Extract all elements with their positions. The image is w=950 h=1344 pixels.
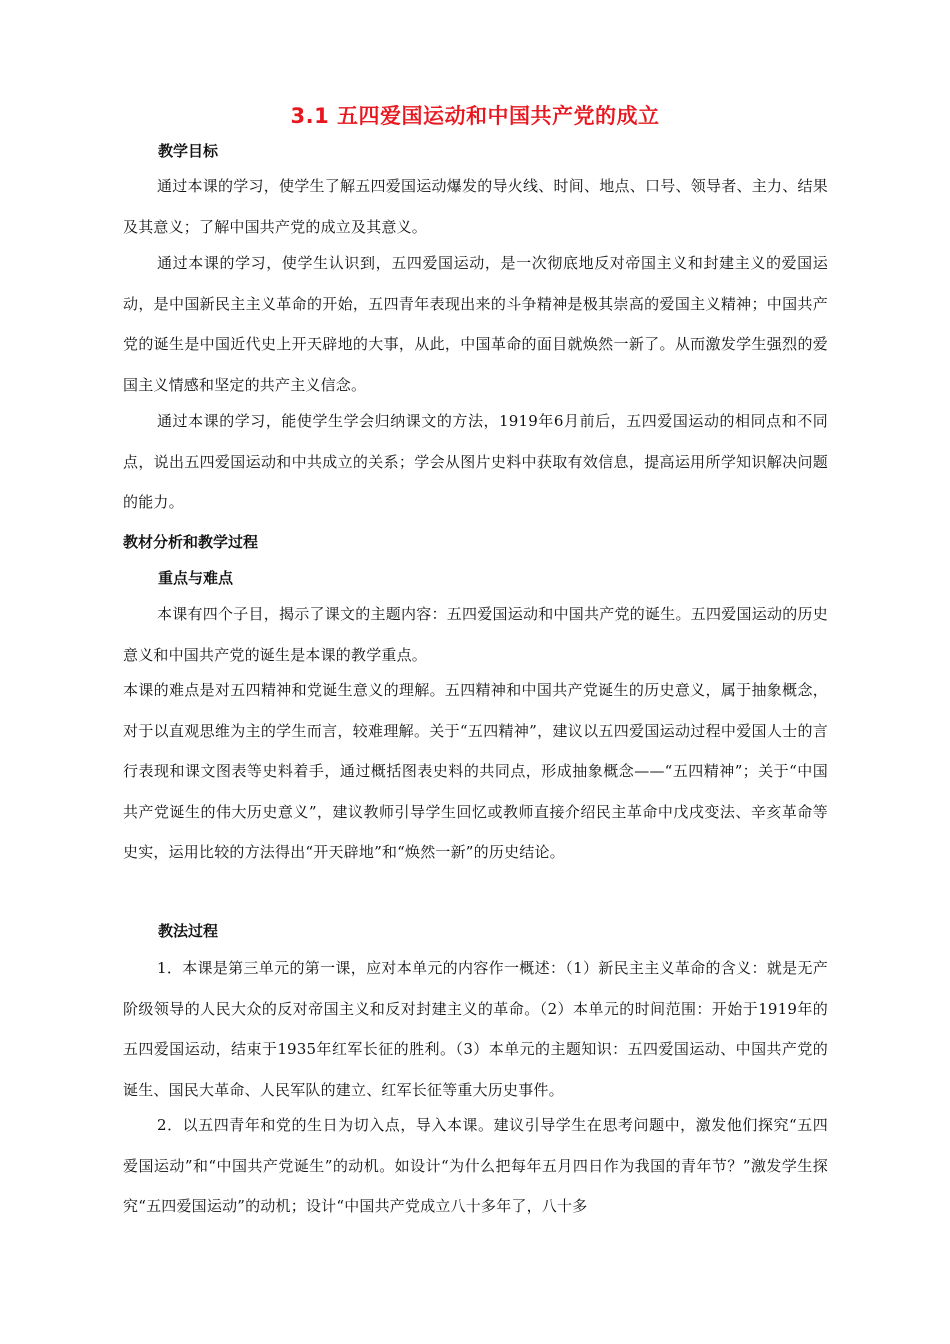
analysis-heading: 教材分析和教学过程 [123, 533, 259, 551]
method-heading: 教法过程 [158, 922, 219, 940]
method-paragraph-2: 2．以五四青年和党的生日为切入点，导入本课。建议引导学生在思考问题中，激发他们探究“五四爱国运动”和“中国共产党诞生”的动机。如设计“为什么把每年五月四日作为我国的青年节？”激发学生探究“五四爱国运动”的动机；设计“中国共产党成立八十多年了，八十多 [123, 1116, 828, 1215]
objective-paragraph-2: 通过本课的学习，使学生认识到，五四爱国运动，是一次彻底地反对帝国主义和封建主义的爱国运动，是中国新民主主义革命的开始，五四青年表现出来的斗争精神是极其崇高的爱国主义精神；中国共产党的诞生是中国近代史上开天辟地的大事，从此，中国革命的面目就焕然一新了。从而激发学生强烈的爱国主义情感和坚定的共产主义信念。 [123, 254, 828, 394]
keypoints-heading: 重点与难点 [158, 569, 234, 587]
method-paragraph-1: 1．本课是第三单元的第一课，应对本单元的内容作一概述：（1）新民主主义革命的含义：就是无产阶级领导的人民大众的反对帝国主义和反对封建主义的革命。（2）本单元的时间范围：开始于1919年的五四爱国运动，结束于1935年红军长征的胜利。（3）本单元的主题知识：五四爱国运动、中国共产党的诞生、国民大革命、人民军队的建立、红军长征等重大历史事件。 [123, 959, 828, 1099]
document-title: 3.1 五四爱国运动和中国共产党的成立 [290, 104, 660, 128]
difficulty-paragraph: 本课的难点是对五四精神和党诞生意义的理解。五四精神和中国共产党诞生的历史意义，属于抽象概念，对于以直观思维为主的学生而言，较难理解。关于“五四精神”，建议以五四爱国运动过程中爱国人士的言行表现和课文图表等史料着手，通过概括图表史料的共同点，形成抽象概念——“五四精神”；关于“中国共产党诞生的伟大历史意义”，建议教师引导学生回忆或教师直接介绍民主革命中戊戌变法、辛亥革命等史实，运用比较的方法得出“开天辟地”和“焕然一新”的历史结论。 [123, 681, 828, 861]
keypoints-paragraph: 本课有四个子目，揭示了课文的主题内容：五四爱国运动和中国共产党的诞生。五四爱国运动的历史意义和中国共产党的诞生是本课的教学重点。 [123, 605, 828, 664]
objective-paragraph-1: 通过本课的学习，使学生了解五四爱国运动爆发的导火线、时间、地点、口号、领导者、主力、结果及其意义；了解中国共产党的成立及其意义。 [123, 177, 828, 236]
objectives-heading: 教学目标 [158, 142, 219, 160]
objective-paragraph-3: 通过本课的学习，能使学生学会归纳课文的方法，1919年6月前后，五四爱国运动的相同点和不同点，说出五四爱国运动和中共成立的关系；学会从图片史料中获取有效信息，提高运用所学知识解决问题的能力。 [123, 412, 828, 511]
